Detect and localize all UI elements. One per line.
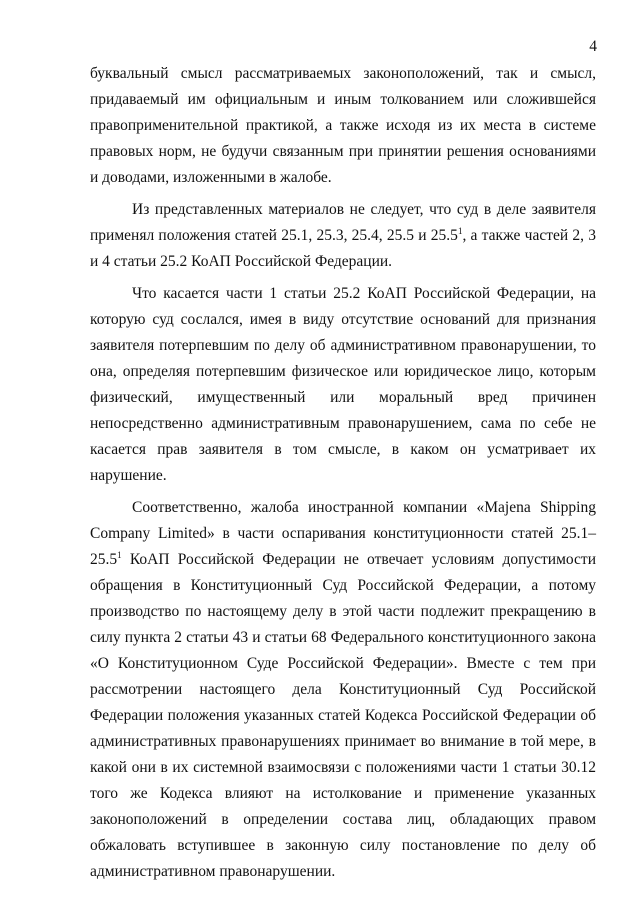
paragraph-materials: [90, 197, 596, 275]
paragraph-text: Соответственно, жалоба иностранной компании «Majena Shipping Company Limited» в части оспаривания конституционности статей 25.1–25.5: [90, 499, 596, 568]
paragraph-text: КоАП Российской Федерации не отвечает условиям допустимости обращения в Конституционный Суд Российской Федерации, а потому производство по настоящему делу в этой части подлежит прекращению в силу пункта 2 статьи 43 и статьи 68 Федерального конституционного закона «О Конституционном Суде Российской Федерации». Вместе с тем при рассмотрении настоящего дела Конституционный Суд Российской Федерации положения указанных статей Кодекса Российской Федерации об административных правонарушениях принимает во внимание в той мере, в какой они в их системной взаимосвязи с положениями части 1 статьи 30.12 того же Кодекса влияют на истолкование и применение указанных законоположений в определении состава лиц, обладающих правом обжаловать вступившее в законную силу постановление по делу об административном правонарушении.: [90, 551, 596, 880]
paragraph-article-25-2: Что касается части 1 статьи 25.2 КоАП Российской Федерации, на которую суд сослался, имея в виду отсутствие оснований для признания заявителя потерпевшим по делу об административном правонарушении, то она, определяя потерпевшим физическое или юридическое лицо, которым физический, имущественный или моральный вред причинен непосредственно административным правонарушением, сама по себе не касается прав заявителя в том смысле, в каком он усматривает их нарушение.: [90, 285, 596, 484]
paragraph-text: Из представленных материалов не следует, что суд в деле заявителя применял положения статей 25.1, 25.3, 25.4, 25.5 и 25.5: [90, 201, 596, 244]
document-body: [90, 61, 596, 885]
superscript: 1: [457, 226, 463, 236]
paragraph-conclusion: [90, 495, 596, 885]
paragraph-text: , а также частей 2, 3 и 4 статьи 25.2 КоАП Российской Федерации.: [90, 227, 597, 270]
superscript: 1: [117, 550, 122, 560]
page-number: 4: [589, 38, 597, 55]
paragraph-continuation: буквальный смысл рассматриваемых законоположений, так и смысл, придаваемый им официальным и иным толкованием или сложившейся правоприменительной практикой, а также исходя из их места в системе правовых норм, не будучи связанным при принятии решения основаниями и доводами, изложенными в жалобе.: [90, 65, 596, 186]
